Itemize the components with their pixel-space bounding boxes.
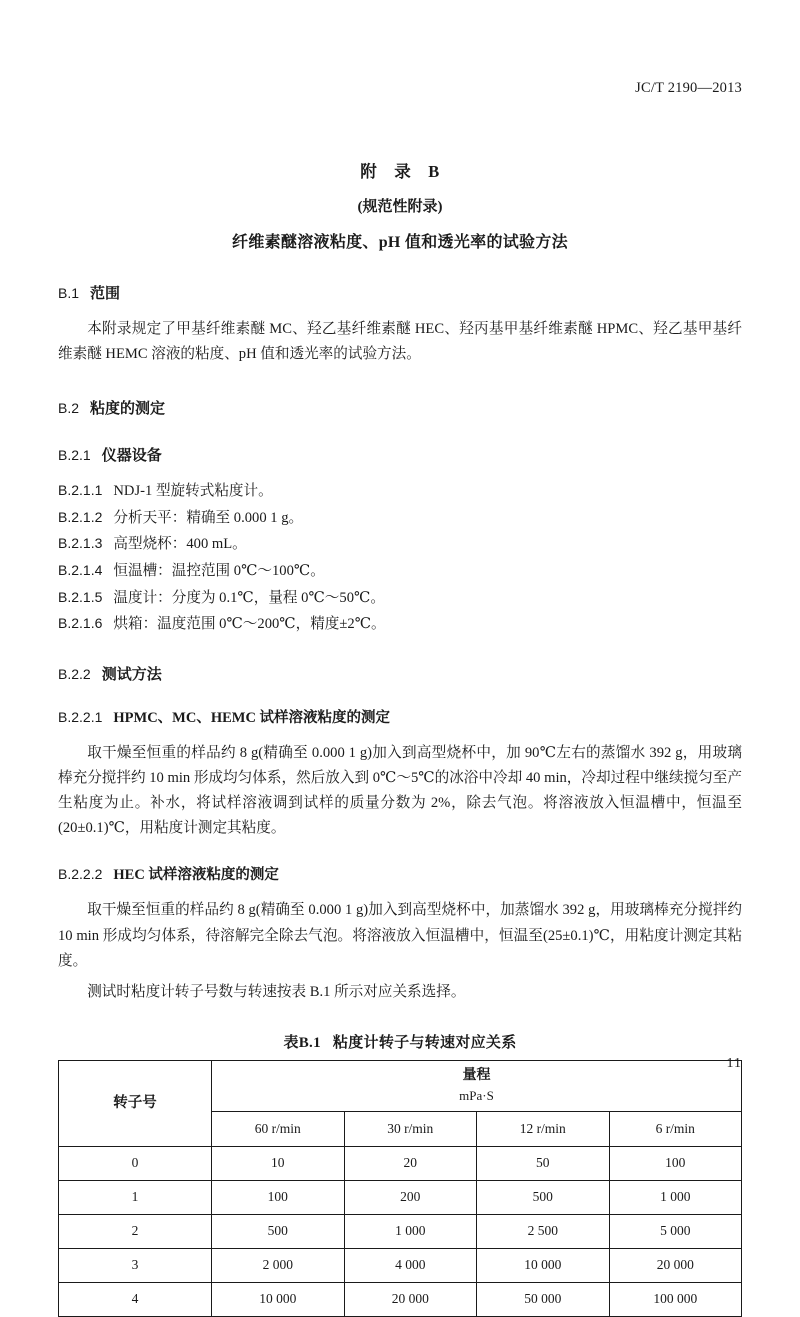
heading-scope [58,282,742,303]
heading-hpmc-method-number: B.2.2.1 [58,709,103,726]
apparatus-item-text: 恒温槽：温控范围 0℃～100℃。 [113,563,325,580]
heading-hpmc-method-title: HPMC、MC、HEMC 试样溶液粘度的测定 [113,710,391,727]
heading-hec-method-number: B.2.2.2 [58,866,103,883]
apparatus-item-text: 温度计：分度为 0.1℃，量程 0℃～50℃。 [113,589,385,606]
apparatus-item [58,612,742,637]
annex-title-block [58,0,742,252]
cell-range-6: 100 [609,1146,742,1180]
apparatus-item-text: 分析天平：精确至 0.000 1 g。 [113,509,304,526]
cell-rotor: 4 [59,1282,212,1316]
apparatus-item-number: B.2.1.1 [58,482,103,499]
annex-label-text: 附 录 B [360,162,440,181]
apparatus-item-text: NDJ-1 型旋转式粘度计。 [113,483,273,500]
table-head [59,1060,742,1146]
column-header-range [212,1060,742,1111]
apparatus-item [58,559,742,584]
heading-viscosity [58,397,742,418]
hpmc-method-paragraph: 取干燥至恒重的样品约 8 g(精确至 0.000 1 g)加入到高型烧杯中，加 90℃左右的蒸馏水 392 g，用玻璃棒充分搅拌约 10 min 形成均匀体系，然后放入到 0℃～5℃的冰浴中冷却 40 min，冷却过程中继续搅匀至产生粘度为止。补水，将试样溶液调到试样的质量分数为 2%，除去气泡。将溶液放入恒温槽中，恒温至(20±0.1)℃，用粘度计测定其粘度。 [58,745,742,837]
column-header-speed-12: 12 r/min [477,1111,610,1146]
heading-apparatus [58,444,742,465]
cell-range-6: 20 000 [609,1248,742,1282]
apparatus-item [58,532,742,557]
apparatus-item-number: B.2.1.5 [58,588,103,605]
table-row [59,1146,742,1180]
table-row [59,1282,742,1316]
cell-range-6: 100 000 [609,1282,742,1316]
range-header-label: 量程 [462,1067,491,1083]
column-header-speed-30: 30 r/min [344,1111,477,1146]
hec-method-paragraph: 取干燥至恒重的样品约 8 g(精确至 0.000 1 g)加入到高型烧杯中，加蒸馏水 392 g，用玻璃棒充分搅拌约 10 min 形成均匀体系，待溶解完全除去气泡。将溶液放入恒温槽中，恒温至(25±0.1)℃，用粘度计测定其粘度。 [58,902,742,969]
apparatus-item-number: B.2.1.3 [58,535,103,552]
heading-apparatus-title: 仪器设备 [101,448,162,465]
cell-range-30: 200 [344,1180,477,1214]
standard-designation: JC/T 2190—2013 [635,80,742,96]
cell-range-30: 20 000 [344,1282,477,1316]
apparatus-item-number: B.2.1.2 [58,508,103,525]
rotor-speed-table [58,1060,742,1317]
heading-test-method-number: B.2.2 [58,666,91,683]
cell-range-60: 10 000 [212,1282,345,1316]
page-number: 11 [726,1056,742,1071]
apparatus-item-text: 高型烧杯：400 mL。 [113,536,247,553]
apparatus-item [58,586,742,611]
cell-range-6: 5 000 [609,1214,742,1248]
cell-range-12: 500 [477,1180,610,1214]
table-caption [58,1031,742,1052]
heading-scope-title: 范围 [90,286,121,302]
cell-range-6: 1 000 [609,1180,742,1214]
heading-scope-number: B.1 [58,285,80,301]
cell-range-12: 50 [477,1146,610,1180]
table-caption-title: 粘度计转子与转速对应关系 [332,1034,517,1051]
cell-range-60: 100 [212,1180,345,1214]
column-header-speed-6: 6 r/min [609,1111,742,1146]
cell-range-12: 50 000 [477,1282,610,1316]
cell-range-30: 1 000 [344,1214,477,1248]
heading-viscosity-title: 粘度的测定 [90,401,166,418]
heading-test-method [58,663,742,684]
column-header-speed-60: 60 r/min [212,1111,345,1146]
cell-range-60: 10 [212,1146,345,1180]
range-header-unit: mPa·S [459,1088,494,1104]
running-header [635,80,742,97]
annex-name: 纤维素醚溶液粘度、pH 值和透光率的试验方法 [232,234,568,251]
cell-range-12: 2 500 [477,1214,610,1248]
table-caption-label: 表B.1 [283,1034,321,1051]
cell-range-30: 4 000 [344,1248,477,1282]
apparatus-item-number: B.2.1.4 [58,562,103,579]
hec-method-paragraph-2: 测试时粘度计转子号数与转速按表 B.1 所示对应关系选择。 [87,983,466,1000]
apparatus-item [58,506,742,531]
heading-viscosity-number: B.2 [58,400,80,417]
cell-range-60: 500 [212,1214,345,1248]
apparatus-item [58,479,742,504]
cell-rotor: 3 [59,1248,212,1282]
heading-hpmc-method [58,706,742,727]
annex-kind: (规范性附录) [357,199,443,215]
cell-range-60: 2 000 [212,1248,345,1282]
annex-label [58,158,742,182]
scope-paragraph: 本附录规定了甲基纤维素醚 MC、羟乙基纤维素醚 HEC、羟丙基甲基纤维素醚 HPMC、羟乙基甲基纤维素醚 HEMC 溶液的粘度、pH 值和透光率的试验方法。 [58,321,742,363]
heading-hec-method [58,863,742,884]
apparatus-item-number: B.2.1.6 [58,615,103,632]
heading-test-method-title: 测试方法 [101,667,162,684]
cell-rotor: 1 [59,1180,212,1214]
table-body [59,1146,742,1316]
cell-range-12: 10 000 [477,1248,610,1282]
cell-rotor: 0 [59,1146,212,1180]
table-row [59,1248,742,1282]
table-row [59,1214,742,1248]
table-row [59,1180,742,1214]
cell-range-30: 20 [344,1146,477,1180]
heading-hec-method-title: HEC 试样溶液粘度的测定 [113,867,279,884]
column-header-rotor: 转子号 [59,1060,212,1146]
apparatus-item-text: 烘箱：温度范围 0℃～200℃，精度±2℃。 [113,616,386,633]
heading-apparatus-number: B.2.1 [58,447,91,464]
cell-rotor: 2 [59,1214,212,1248]
table-header-row-1 [59,1060,742,1111]
